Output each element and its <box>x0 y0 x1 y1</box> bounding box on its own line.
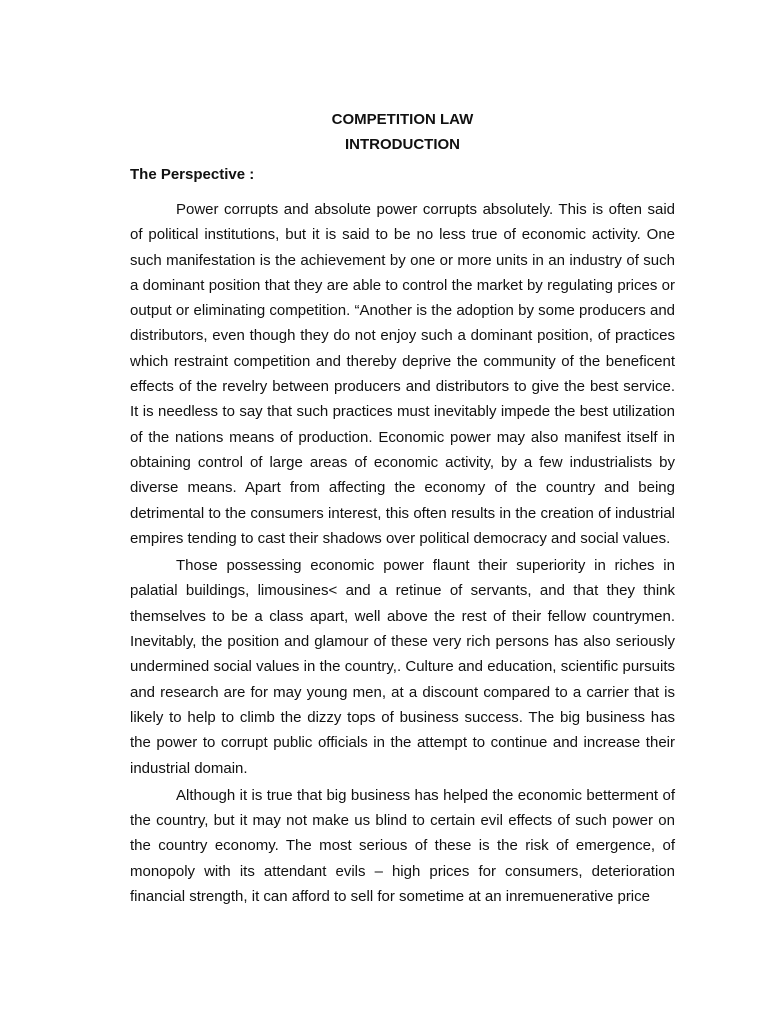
paragraph-3: Although it is true that big business has helped the economic betterment of the country, but it may not make us blind to certain evil effects of such power on the country economy. The most serious of these is the risk of emergence, of monopoly with its attendant evils – high prices for consumers, deterioration financial strength, it can afford to sell for sometime at an inremuenerative price <box>130 786 675 906</box>
paragraph-1: Power corrupts and absolute power corrupts absolutely. This is often said of political institutions, but it is said to be no less true of economic activity. One such manifestation is the achievement by one or more units in an industry of such a dominant position that they are able to control the market by regulating prices or output or eliminating competition. “Another is the adoption by some producers and distributors, even though they do not enjoy such a dominant position, of practices which restraint competition and thereby deprive the community of the beneficent effects of the revelry between producers and distributors to give the best service. It is needless to say that such practices must inevitably impede the best utilization of the nations means of production. Economic power may also manifest itself in obtaining control of large areas of economic activity, by a few industrialists by diverse means. Apart from affecting the economy of the country and being detrimental to the consumers interest, this often results in the creation of industrial empires tending to cast their shadows over political democracy and social values. <box>130 201 675 547</box>
paragraph-2: Those possessing economic power flaunt their superiority in riches in palatial buildings, limousines< and a retinue of servants, and that they think themselves to be a class apart, well above the rest of their fellow countrymen. Inevitably, the position and glamour of these very rich persons has also seriously undermined social values in the country,. Culture and education, scientific pursuits and research are for may young men, at a discount compared to a carrier that is likely to help to climb the dizzy tops of business success. The big business has the power to corrupt public officials in the attempt to continue and increase their industrial domain. <box>130 557 675 777</box>
document-title: COMPETITION LAW <box>331 111 474 128</box>
section-heading: The Perspective : <box>130 166 255 183</box>
document-page <box>130 108 675 911</box>
document-subtitle: INTRODUCTION <box>345 135 460 153</box>
